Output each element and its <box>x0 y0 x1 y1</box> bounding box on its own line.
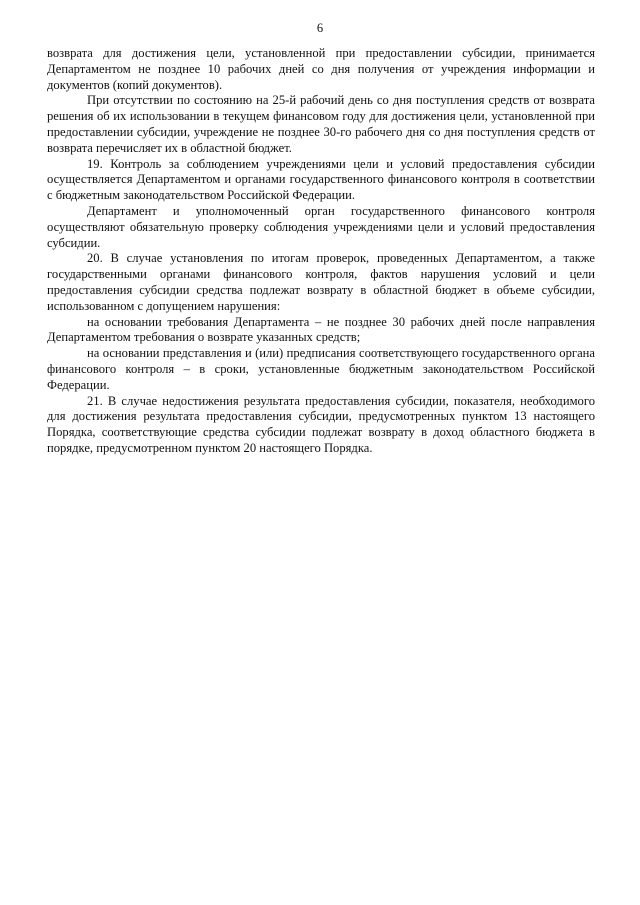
paragraph-control-body-order: на основании представления и (или) предписания соответствующего государственного органа финансового контроля – в сроки, установленные бюджетным законодательством Российской Федерации. <box>47 346 595 392</box>
paragraph-19-control: 19. Контроль за соблюдением учреждениями цели и условий предоставления субсидии осуществляется Департаментом и органами государственного финансового контроля в соответствии с бюджетным законодательством Российской Федерации. <box>47 156 595 203</box>
paragraph-20-violations: 20. В случае установления по итогам проверок, проведенных Департаментом, а также государственными органами финансового контроля, фактов нарушения условий и цели предоставления субсидии средства подлежат возврату в областной бюджет в объеме субсидии, использованном с допущением нарушения: <box>47 251 595 313</box>
document-body <box>47 46 595 457</box>
paragraph-continuation: возврата для достижения цели, установленной при предоставлении субсидии, принимается Департаментом не позднее 10 рабочих дней со дня получения от учреждения информации и документов (копий документов). <box>47 46 595 92</box>
paragraph-unused-funds: При отсутствии по состоянию на 25-й рабочий день со дня поступления средств от возврата решения об их использовании в текущем финансовом году для достижения цели, установленной при предоставлении субсидии, учреждение не позднее 30-го рабочего дня со дня поступления средств от возврата перечисляет их в областной бюджет. <box>47 93 595 155</box>
page-number: 6 <box>316 21 324 35</box>
paragraph-21-underachievement: 21. В случае недостижения результата предоставления субсидии, показателя, необходимого для достижения результата предоставления субсидии, предусмотренных пунктом 13 настоящего Порядка, соответствующие средства субсидии подлежат возврату в доход областного бюджета в порядке, предусмотренном пунктом 20 настоящего Порядка. <box>47 393 595 455</box>
paragraph-mandatory-check: Департамент и уполномоченный орган государственного финансового контроля осуществляют обязательную проверку соблюдения учреждениями цели и условий предоставления субсидии. <box>47 203 595 250</box>
paragraph-department-request: на основании требования Департамента – не позднее 30 рабочих дней после направления Департаментом требования о возврате указанных средств; <box>47 314 595 345</box>
